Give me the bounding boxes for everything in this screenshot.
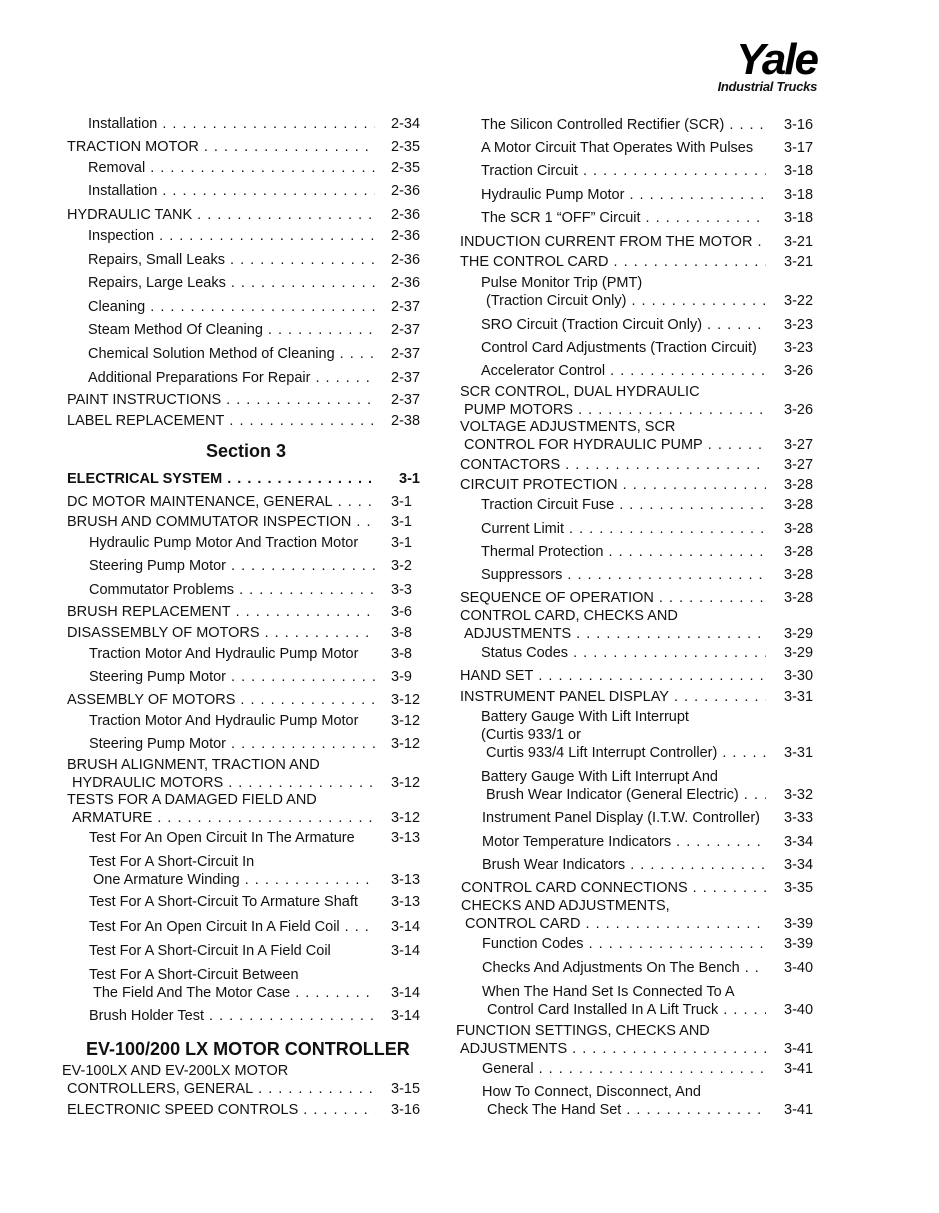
toc-entry-page: 3-12 xyxy=(391,713,421,729)
toc-entry-page: 3-18 xyxy=(784,187,814,203)
toc-entry-title: Traction Motor And Hydraulic Pump Motor xyxy=(89,713,359,729)
toc-entry-lead-text: CONTROL CARD, CHECKS AND xyxy=(460,608,678,624)
toc-entry-page: 3-40 xyxy=(784,1002,814,1018)
toc-entry[interactable] xyxy=(67,604,436,622)
toc-entry-page: 3-29 xyxy=(784,645,814,661)
toc-entry[interactable] xyxy=(88,275,436,293)
toc-entry-page: 3-34 xyxy=(784,834,814,850)
toc-entry-title: Test For An Open Circuit In The Armature xyxy=(89,830,355,846)
toc-entry-page: 3-12 xyxy=(391,775,421,791)
toc-entry-title: ELECTRONIC SPEED CONTROLS . . . xyxy=(67,1102,375,1119)
toc-entry-page: 2-35 xyxy=(391,139,421,155)
toc-entry-title: Status Codes . . . xyxy=(481,645,766,662)
toc-entry-title: THE CONTROL CARD . . . xyxy=(460,254,766,271)
toc-entry-title: CONTROL CARD CONNECTIONS . . . xyxy=(461,880,766,897)
toc-entry-lead-text: TESTS FOR A DAMAGED FIELD AND xyxy=(67,792,317,808)
toc-entry-title: CONTROL FOR HYDRAULIC PUMP . . . xyxy=(464,437,766,454)
toc-entry-title: Accelerator Control . . . xyxy=(481,363,766,380)
toc-entry[interactable] xyxy=(460,689,829,707)
toc-entry[interactable] xyxy=(486,745,829,763)
toc-entry-title: Brush Holder Test . . . xyxy=(89,1008,375,1025)
toc-entry-page: 2-37 xyxy=(391,299,421,315)
toc-entry[interactable] xyxy=(481,544,829,562)
toc-entry-title: LABEL REPLACEMENT . . . xyxy=(67,413,375,430)
toc-entry-title: ARMATURE . . . xyxy=(72,810,375,827)
toc-entry[interactable] xyxy=(93,872,436,890)
toc-entry-lead-text: Pulse Monitor Trip (PMT) xyxy=(481,275,643,291)
toc-entry-title: Test For A Short-Circuit In A Field Coil xyxy=(89,943,331,959)
toc-entry[interactable] xyxy=(481,567,829,585)
toc-entry[interactable] xyxy=(88,322,436,340)
toc-entry[interactable] xyxy=(482,1061,829,1079)
toc-entry-page: 3-27 xyxy=(784,457,814,473)
toc-entry-title: Check The Hand Set . . . xyxy=(487,1102,766,1119)
toc-entry-page: 3-28 xyxy=(784,544,814,560)
toc-entry[interactable] xyxy=(89,830,436,848)
toc-entry[interactable] xyxy=(67,494,436,512)
toc-entry-page: 2-37 xyxy=(391,346,421,362)
toc-entry[interactable] xyxy=(89,919,436,937)
toc-entry[interactable] xyxy=(481,210,829,228)
toc-entry-page: 3-14 xyxy=(391,943,421,959)
toc-entry[interactable] xyxy=(481,163,829,181)
toc-entry-title: Steering Pump Motor . . . xyxy=(89,669,375,686)
toc-entry-title: Control Card Adjustments (Traction Circuit) xyxy=(481,340,757,356)
toc-entry-title: HYDRAULIC TANK . . . xyxy=(67,207,375,224)
toc-entry-page: 3-1 xyxy=(391,514,412,530)
toc-entry-title: Steam Method Of Cleaning . . . xyxy=(88,322,375,339)
toc-entry[interactable] xyxy=(88,116,436,134)
toc-entry-page: 3-9 xyxy=(391,669,412,685)
toc-entry-title: ADJUSTMENTS . . . xyxy=(460,1041,766,1058)
toc-entry-title: Repairs, Large Leaks . . . xyxy=(88,275,375,292)
toc-entry-title: The SCR 1 “OFF” Circuit . . . xyxy=(481,210,766,227)
toc-entry-title: The Silicon Controlled Rectifier (SCR) . . . xyxy=(481,117,766,134)
toc-entry-title: Instrument Panel Display (I.T.W. Controller) xyxy=(482,810,761,826)
toc-entry-page: 2-37 xyxy=(391,392,421,408)
toc-entry-title: PUMP MOTORS . . . xyxy=(464,402,766,419)
toc-entry[interactable] xyxy=(67,625,436,643)
toc-entry-title: Test For An Open Circuit In A Field Coil . . . xyxy=(89,919,375,936)
toc-entry-page: 3-28 xyxy=(784,477,814,493)
toc-entry[interactable] xyxy=(482,834,829,852)
toc-entry[interactable] xyxy=(460,457,829,475)
toc-entry-page: 3-41 xyxy=(784,1061,814,1077)
toc-entry-title: CONTROL CARD . . . xyxy=(465,916,766,933)
toc-entry-page: 3-34 xyxy=(784,857,814,873)
toc-entry[interactable] xyxy=(482,810,829,828)
toc-entry-page: 3-12 xyxy=(391,692,421,708)
toc-entry[interactable] xyxy=(481,363,829,381)
toc-entry[interactable] xyxy=(481,521,829,539)
toc-entry-page: 2-36 xyxy=(391,252,421,268)
toc-entry-page: 3-16 xyxy=(391,1102,421,1118)
toc-entry[interactable] xyxy=(72,775,436,793)
toc-entry-page: 3-35 xyxy=(784,880,814,896)
toc-entry[interactable] xyxy=(481,140,829,158)
toc-entry-page: 3-28 xyxy=(784,567,814,583)
toc-entry[interactable] xyxy=(89,736,436,754)
logo-tagline: Industrial Trucks xyxy=(717,79,817,94)
toc-entry-page: 3-26 xyxy=(784,402,814,418)
toc-entry-page: 3-39 xyxy=(784,936,814,952)
toc-entry-title: Inspection . . . xyxy=(88,228,375,245)
toc-entry[interactable] xyxy=(460,234,829,252)
toc-entry-page: 3-15 xyxy=(391,1081,421,1097)
toc-entry[interactable] xyxy=(89,1008,436,1026)
toc-entry-page: 2-37 xyxy=(391,322,421,338)
toc-entry[interactable] xyxy=(464,437,829,455)
toc-entry[interactable] xyxy=(464,402,829,420)
toc-entry-title: Test For A Short-Circuit To Armature Shaft xyxy=(89,894,358,910)
toc-entry[interactable] xyxy=(89,943,436,961)
toc-entry-page: 3-26 xyxy=(784,363,814,379)
toc-entry-title: CONTACTORS . . . xyxy=(460,457,766,474)
toc-entry[interactable] xyxy=(486,293,829,311)
toc-entry[interactable] xyxy=(465,916,829,934)
toc-entry-page: 3-12 xyxy=(391,810,421,826)
toc-entry-page: 2-38 xyxy=(391,413,421,429)
toc-entry-page: 3-39 xyxy=(784,916,814,932)
toc-entry-page: 2-37 xyxy=(391,370,421,386)
toc-entry-page: 3-18 xyxy=(784,210,814,226)
toc-entry-page: 2-36 xyxy=(391,207,421,223)
toc-entry-lead-text: (Curtis 933/1 or xyxy=(481,727,581,743)
toc-entry[interactable] xyxy=(67,207,436,225)
toc-entry-page: 3-31 xyxy=(784,689,814,705)
toc-entry-lead-text: BRUSH ALIGNMENT, TRACTION AND xyxy=(67,757,320,773)
toc-entry-lead-text: When The Hand Set Is Connected To A xyxy=(482,984,735,1000)
toc-entry[interactable] xyxy=(67,392,436,410)
toc-entry-page: 3-2 xyxy=(391,558,412,574)
toc-entry-title: Installation . . . xyxy=(88,116,375,133)
toc-entry-title: TRACTION MOTOR . . . xyxy=(67,139,375,156)
toc-entry-title: HYDRAULIC MOTORS . . . xyxy=(72,775,375,792)
toc-entry-page: 3-1 xyxy=(399,471,420,487)
toc-entry[interactable] xyxy=(88,370,436,388)
toc-entry-title: SRO Circuit (Traction Circuit Only) . . . xyxy=(481,317,766,334)
toc-entry[interactable] xyxy=(481,117,829,135)
toc-entry[interactable] xyxy=(67,471,436,489)
toc-entry[interactable] xyxy=(487,1102,829,1120)
toc-entry[interactable] xyxy=(460,254,829,272)
toc-entry-title: INSTRUMENT PANEL DISPLAY . . . xyxy=(460,689,766,706)
toc-entry-page: 3-21 xyxy=(784,234,814,250)
toc-entry[interactable] xyxy=(88,228,436,246)
toc-entry[interactable] xyxy=(72,810,436,828)
toc-entry-page: 3-8 xyxy=(391,646,412,662)
toc-entry-page: 3-18 xyxy=(784,163,814,179)
toc-entry-lead-text: Test For A Short-Circuit Between xyxy=(89,967,299,983)
toc-entry-title: Hydraulic Pump Motor And Traction Motor xyxy=(89,535,359,551)
toc-entry-title: BRUSH REPLACEMENT . . . xyxy=(67,604,375,621)
toc-entry-page: 3-33 xyxy=(784,810,814,826)
toc-entry-title: Repairs, Small Leaks . . . xyxy=(88,252,375,269)
toc-entry[interactable] xyxy=(482,857,829,875)
toc-entry-title: Motor Temperature Indicators . . . xyxy=(482,834,766,851)
toc-entry-title: Additional Preparations For Repair . . . xyxy=(88,370,375,387)
brand-logo xyxy=(717,35,817,94)
toc-entry-page: 2-36 xyxy=(391,183,421,199)
toc-entry[interactable] xyxy=(89,713,436,731)
toc-entry-page: 3-27 xyxy=(784,437,814,453)
toc-entry[interactable] xyxy=(88,183,436,201)
toc-entry-page: 3-22 xyxy=(784,293,814,309)
toc-entry[interactable] xyxy=(486,787,829,805)
section-heading: Section 3 xyxy=(206,441,287,461)
toc-entry-page: 3-12 xyxy=(391,736,421,752)
toc-entry[interactable] xyxy=(67,692,436,710)
toc-entry-title: ASSEMBLY OF MOTORS . . . xyxy=(67,692,375,709)
toc-entry-page: 3-41 xyxy=(784,1102,814,1118)
toc-entry-lead-text: How To Connect, Disconnect, And xyxy=(482,1084,701,1100)
toc-entry-title: Curtis 933/4 Lift Interrupt Controller) . . . xyxy=(486,745,766,762)
toc-entry[interactable] xyxy=(460,477,829,495)
toc-entry[interactable] xyxy=(464,626,829,644)
toc-entry-title: Steering Pump Motor . . . xyxy=(89,736,375,753)
toc-entry-title: DC MOTOR MAINTENANCE, GENERAL . . . xyxy=(67,494,375,511)
toc-entry-title: PAINT INSTRUCTIONS . . . xyxy=(67,392,375,409)
toc-entry-page: 3-30 xyxy=(784,668,814,684)
toc-entry-title: Cleaning . . . xyxy=(88,299,375,316)
toc-entry-title: Traction Circuit . . . xyxy=(481,163,766,180)
toc-entry-page: 3-3 xyxy=(391,582,412,598)
toc-entry-title: General . . . xyxy=(482,1061,766,1078)
toc-entry[interactable] xyxy=(487,1002,829,1020)
toc-entry-title: DISASSEMBLY OF MOTORS . . . xyxy=(67,625,375,642)
toc-entry-title: Brush Wear Indicator (General Electric) . . . xyxy=(486,787,766,804)
toc-entry[interactable] xyxy=(89,894,436,912)
toc-entry-page: 2-36 xyxy=(391,228,421,244)
toc-entry-title: BRUSH AND COMMUTATOR INSPECTION . . . xyxy=(67,514,375,531)
toc-entry[interactable] xyxy=(482,960,829,978)
toc-entry[interactable] xyxy=(88,299,436,317)
toc-entry-title: Current Limit . . . xyxy=(481,521,766,538)
toc-entry[interactable] xyxy=(460,590,829,608)
toc-entry[interactable] xyxy=(460,1041,829,1059)
toc-entry-lead-text: CHECKS AND ADJUSTMENTS, xyxy=(461,898,670,914)
toc-entry-title: Brush Wear Indicators . . . xyxy=(482,857,766,874)
toc-entry[interactable] xyxy=(67,1102,436,1120)
toc-entry-title: Hydraulic Pump Motor . . . xyxy=(481,187,766,204)
toc-entry-title: Chemical Solution Method of Cleaning . . . xyxy=(88,346,375,363)
toc-entry-title: One Armature Winding . . . xyxy=(93,872,375,889)
toc-entry-lead-text: VOLTAGE ADJUSTMENTS, SCR xyxy=(460,419,676,435)
toc-entry-title: Checks And Adjustments On The Bench . . . xyxy=(482,960,766,977)
toc-entry-title: Removal . . . xyxy=(88,160,375,177)
toc-entry-page: 3-40 xyxy=(784,960,814,976)
toc-entry-page: 3-17 xyxy=(784,140,814,156)
toc-entry[interactable] xyxy=(88,252,436,270)
toc-entry-lead-text: Test For A Short-Circuit In xyxy=(89,854,255,870)
toc-entry-title: HAND SET . . . xyxy=(460,668,766,685)
toc-entry-page: 3-13 xyxy=(391,830,421,846)
toc-entry-title: SEQUENCE OF OPERATION . . . xyxy=(460,590,766,607)
controller-heading: EV-100/200 LX MOTOR CONTROLLER xyxy=(86,1039,410,1059)
toc-entry-page: 3-23 xyxy=(784,317,814,333)
toc-entry[interactable] xyxy=(481,317,829,335)
toc-entry-lead-text: SCR CONTROL, DUAL HYDRAULIC xyxy=(460,384,700,400)
toc-entry-title: Installation . . . xyxy=(88,183,375,200)
toc-entry-page: 3-23 xyxy=(784,340,814,356)
toc-entry[interactable] xyxy=(88,160,436,178)
toc-entry-title: CIRCUIT PROTECTION . . . xyxy=(460,477,766,494)
toc-entry-title: Traction Motor And Hydraulic Pump Motor xyxy=(89,646,359,662)
toc-entry-lead-text: Battery Gauge With Lift Interrupt xyxy=(481,709,689,725)
toc-entry-title: INDUCTION CURRENT FROM THE MOTOR . . . xyxy=(460,234,766,251)
toc-entry[interactable] xyxy=(67,1081,436,1099)
toc-entry-page: 3-6 xyxy=(391,604,412,620)
toc-entry[interactable] xyxy=(67,139,436,157)
toc-entry[interactable] xyxy=(89,669,436,687)
toc-entry-title: Traction Circuit Fuse . . . xyxy=(481,497,766,514)
toc-entry-title: The Field And The Motor Case . . . xyxy=(93,985,375,1002)
toc-entry[interactable] xyxy=(67,413,436,431)
toc-entry-title: Commutator Problems . . . xyxy=(89,582,375,599)
toc-entry-page: 3-13 xyxy=(391,894,421,910)
toc-entry[interactable] xyxy=(89,535,436,553)
toc-entry-page: 3-14 xyxy=(391,1008,421,1024)
toc-entry[interactable] xyxy=(88,346,436,364)
toc-entry[interactable] xyxy=(89,582,436,600)
toc-entry-lead-text: FUNCTION SETTINGS, CHECKS AND xyxy=(456,1023,710,1039)
toc-entry[interactable] xyxy=(481,497,829,515)
toc-entry-title: Control Card Installed In A Lift Truck . . . xyxy=(487,1002,766,1019)
toc-entry-page: 3-28 xyxy=(784,521,814,537)
toc-entry-page: 3-28 xyxy=(784,497,814,513)
toc-entry-title: A Motor Circuit That Operates With Pulses xyxy=(481,140,754,156)
toc-entry-title: ELECTRICAL SYSTEM . . . xyxy=(67,471,375,488)
toc-entry-title: Suppressors . . . xyxy=(481,567,766,584)
toc-entry-page: 3-31 xyxy=(784,745,814,761)
toc-entry[interactable] xyxy=(461,880,829,898)
toc-entry-title: ADJUSTMENTS . . . xyxy=(464,626,766,643)
toc-entry-page: 3-1 xyxy=(391,535,412,551)
toc-entry-lead-text: EV-100LX AND EV-200LX MOTOR xyxy=(62,1063,289,1079)
toc-entry-page: 3-29 xyxy=(784,626,814,642)
toc-entry-page: 3-41 xyxy=(784,1041,814,1057)
toc-entry-page: 2-36 xyxy=(391,275,421,291)
toc-entry-page: 3-14 xyxy=(391,985,421,1001)
toc-entry-title: (Traction Circuit Only) . . . xyxy=(486,293,766,310)
toc-entry-page: 3-14 xyxy=(391,919,421,935)
toc-entry-title: Function Codes . . . xyxy=(482,936,766,953)
toc-entry-title: Steering Pump Motor . . . xyxy=(89,558,375,575)
toc-entry[interactable] xyxy=(481,645,829,663)
toc-entry[interactable] xyxy=(93,985,436,1003)
toc-entry[interactable] xyxy=(481,187,829,205)
toc-entry-page: 2-35 xyxy=(391,160,421,176)
toc-entry[interactable] xyxy=(89,646,436,664)
toc-entry-title: Thermal Protection . . . xyxy=(481,544,766,561)
toc-entry[interactable] xyxy=(481,340,829,358)
toc-entry-page: 3-28 xyxy=(784,590,814,606)
toc-entry-page: 3-16 xyxy=(784,117,814,133)
toc-entry[interactable] xyxy=(482,936,829,954)
toc-entry[interactable] xyxy=(89,558,436,576)
toc-entry-page: 3-1 xyxy=(391,494,412,510)
toc-entry-page: 3-13 xyxy=(391,872,421,888)
toc-entry[interactable] xyxy=(67,514,436,532)
toc-entry-page: 3-21 xyxy=(784,254,814,270)
toc-entry-page: 3-32 xyxy=(784,787,814,803)
logo-wordmark: Yale xyxy=(736,35,817,84)
toc-entry-lead-text: Battery Gauge With Lift Interrupt And xyxy=(481,769,718,785)
toc-entry[interactable] xyxy=(460,668,829,686)
toc-entry-page: 3-8 xyxy=(391,625,412,641)
toc-entry-page: 2-34 xyxy=(391,116,421,132)
toc-entry-title: CONTROLLERS, GENERAL . . . xyxy=(67,1081,375,1098)
